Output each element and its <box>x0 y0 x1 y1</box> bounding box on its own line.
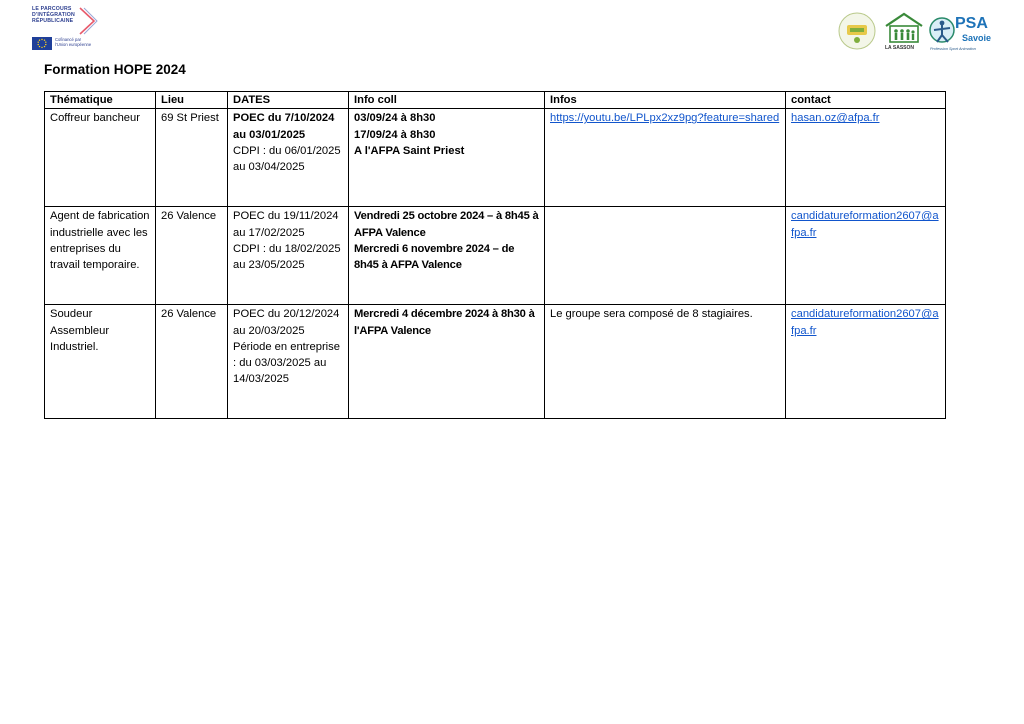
psa-tagline: Profession Sport Animation <box>930 47 976 51</box>
house-people-icon <box>882 12 926 46</box>
eu-flag-icon <box>32 37 52 50</box>
parcours-integration-logo <box>32 6 104 52</box>
cell-info-coll <box>349 109 545 207</box>
cell-infos <box>545 207 786 305</box>
dates-cdpi: CDPI : du 18/02/2025 au 23/05/2025 <box>233 242 341 272</box>
header-info-coll: Info coll <box>349 92 545 109</box>
cell-contact <box>786 207 946 305</box>
header-lieu: Lieu <box>156 92 228 109</box>
psa-figure-icon <box>928 16 956 46</box>
cell-dates <box>228 207 349 305</box>
info-coll-line: 17/09/24 à 8h30 <box>354 128 436 141</box>
formation-table <box>44 91 946 419</box>
contact-email-link[interactable]: candidatureformation2607@afpa.fr <box>791 308 939 337</box>
info-coll-line: Mercredi 6 novembre 2024 – de 8h45 à AFPA Valence <box>354 242 515 272</box>
la-sasson-label: LA SASSON <box>885 45 914 51</box>
cell-info-coll <box>349 305 545 419</box>
contact-email-link[interactable]: hasan.oz@afpa.fr <box>791 112 880 125</box>
info-coll-line: Vendredi 25 octobre 2024 – à 8h45 à AFPA Valence <box>354 210 539 239</box>
chevron-logo-icon <box>78 6 98 36</box>
psa-savoie-label: Savoie <box>962 33 992 43</box>
info-coll-line: 03/09/24 à 8h30 <box>354 112 436 125</box>
page-title: Formation HOPE 2024 <box>44 62 186 77</box>
header-dates: DATES <box>228 92 349 109</box>
cell-infos: Le groupe sera composé de 8 stagiaires. <box>545 305 786 419</box>
cell-thematique: Soudeur Assembleur Industriel. <box>45 305 156 419</box>
table-row <box>45 207 946 305</box>
dates-poec-text: POEC du 7/10/2024 au 03/01/2025 <box>233 112 335 141</box>
cell-thematique: Agent de fabrication industrielle avec les entreprises du travail temporaire. <box>45 207 156 305</box>
header-infos: Infos <box>545 92 786 109</box>
circle-badge-icon <box>838 12 876 50</box>
dates-poec: POEC du 19/11/2024 au 17/02/2025 <box>233 210 339 239</box>
header-thematique: Thématique <box>45 92 156 109</box>
partner-circle-logo <box>838 12 876 50</box>
cell-lieu: 26 Valence <box>156 207 228 305</box>
psa-name: PSA <box>955 15 988 32</box>
table-row <box>45 305 946 419</box>
contact-email-link[interactable]: candidatureformation2607@afpa.fr <box>791 210 939 239</box>
youtube-link[interactable]: https://youtu.be/LPLpx2xz9pg?feature=shared <box>550 112 780 125</box>
dates-periode: Période en entreprise : du 03/03/2025 au 14/03/2025 <box>233 340 340 386</box>
header-contact: contact <box>786 92 946 109</box>
psa-savoie-logo <box>928 12 990 54</box>
table-header-row <box>45 92 946 109</box>
cell-lieu: 26 Valence <box>156 305 228 419</box>
dates-cdpi: CDPI : du 06/01/2025 au 03/04/2025 <box>233 144 341 174</box>
table-row <box>45 109 946 207</box>
info-coll-line: A l'AFPA Saint Priest <box>354 144 465 157</box>
dates-poec: POEC du 20/12/2024 au 20/03/2025 <box>233 308 340 337</box>
cell-contact <box>786 109 946 207</box>
info-coll-line: Mercredi 4 décembre 2024 à 8h30 à l'AFPA Valence <box>354 308 535 337</box>
cell-lieu: 69 St Priest <box>156 109 228 207</box>
dates-poec <box>233 110 343 143</box>
cell-infos <box>545 109 786 207</box>
cell-dates <box>228 109 349 207</box>
cell-dates <box>228 305 349 419</box>
cell-contact <box>786 305 946 419</box>
la-sasson-logo <box>882 12 926 54</box>
cell-thematique: Coffreur bancheur <box>45 109 156 207</box>
eu-cofinance-text: Cofinancé par l'Union européenne <box>55 37 92 47</box>
cell-info-coll <box>349 207 545 305</box>
parcours-logo-text: LE PARCOURS D'INTÉGRATION RÉPUBLICAINE <box>32 6 75 24</box>
